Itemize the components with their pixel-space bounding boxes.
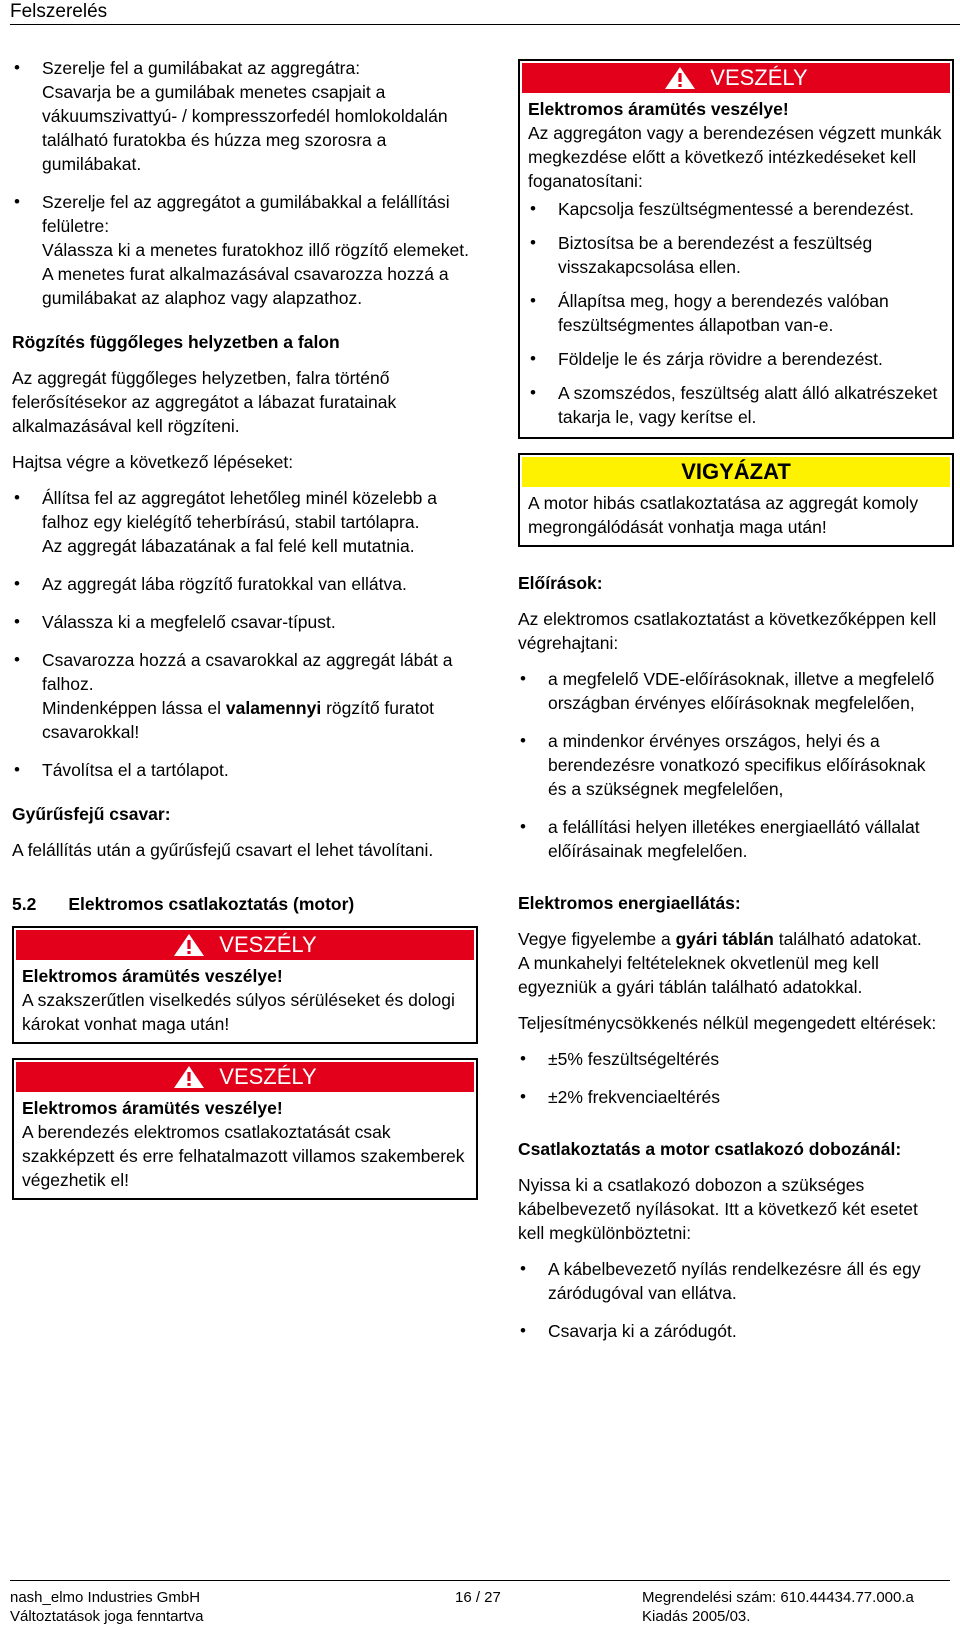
text-run: található adatokat. (773, 929, 922, 949)
terminal-box-list (518, 1257, 948, 1343)
power-supply-heading: Elektromos energiaellátás: (518, 893, 741, 913)
footer-page-number: 16 / 27 (455, 1589, 501, 1606)
section-number: 5.2 (12, 894, 37, 914)
regulations-list (518, 667, 948, 863)
danger-label: VESZÉLY (219, 932, 317, 957)
emphasis-text: valamennyi (225, 698, 322, 718)
list-item (12, 190, 478, 310)
footer-edition: Kiadás 2005/03. (642, 1608, 751, 1625)
text-run: Vegye figyelembe a (518, 929, 676, 949)
list-item: • Földelje le és zárja rövidre a berendezést. (528, 347, 946, 371)
danger-text: A berendezés elektromos csatlakoztatását csak szakképzett és erre felhatalmazott villamos szakemberek végezhetik el! (22, 1122, 465, 1190)
list-item (12, 486, 478, 558)
terminal-box-paragraph: Nyissa ki a csatlakozó dobozon a szükséges kábelbevezető nyílásokat. Itt a következő két esetet kell megkülönböztetni: (518, 1175, 918, 1243)
wall-mount-heading: Rögzítés függőleges helyzetben a falon (12, 332, 340, 352)
list-item-text: Az aggregát lábazatának a fal felé kell mutatnia. (42, 536, 415, 556)
danger-title: Elektromos áramütés veszélye! (528, 99, 789, 119)
footer-order-number: Megrendelési szám: 610.44434.77.000.a (642, 1589, 914, 1606)
wall-mount-paragraph: Az aggregát függőleges helyzetben, falra történő felerősítésekor az aggregátot a lábazat furatainak alkalmazásával kell rögzíteni. (12, 368, 397, 436)
ring-bolt-heading: Gyűrűsfejű csavar: (12, 804, 171, 824)
emphasis-text: gyári táblán (675, 929, 774, 949)
danger-label: VESZÉLY (710, 65, 808, 90)
danger-body (522, 93, 950, 435)
list-item-text: • Válassza ki a megfelelő csavar-típust. (42, 612, 336, 632)
list-item: • A szomszédos, feszültség alatt álló alkatrészeket takarja le, vagy kerítse el. (528, 381, 946, 429)
list-item-text: • Távolítsa el a tartólapot. (42, 760, 229, 780)
header-rule (10, 24, 960, 25)
list-item: • a felállítási helyen illetékes energiaellátó vállalat előírásainak megfelelően. (518, 815, 948, 863)
list-item-text (42, 696, 478, 744)
list-item-text: • Szerelje fel a gumilábakat az aggregátra: (42, 58, 361, 78)
list-item: • Kapcsolja feszültségmentessé a berendezést. (528, 197, 946, 221)
list-item: • ±2% frekvenciaeltérés (518, 1085, 948, 1109)
power-supply-p2: A munkahelyi feltételeknek okvetlenül meg kell egyezniük a gyári táblán található adatokkal. (518, 953, 879, 997)
warning-triangle-icon (173, 933, 205, 957)
danger-box-2 (12, 1058, 478, 1200)
footer-rule (10, 1580, 950, 1581)
list-item (12, 758, 478, 782)
caution-box (518, 453, 954, 547)
danger-header (16, 1062, 474, 1092)
list-item: • a mindenkor érvényes országos, helyi és a berendezésre vonatkozó specifikus előírásoknak és a szükségnek megfelelően, (518, 729, 948, 801)
warning-triangle-icon (664, 66, 696, 90)
terminal-box-heading: Csatlakoztatás a motor csatlakozó dobozánál: (518, 1139, 902, 1159)
safety-measures-list (528, 197, 946, 429)
danger-body (16, 1092, 474, 1196)
page-header-title: Felszerelés (10, 1, 108, 22)
list-item-text: A menetes furat alkalmazásával csavarozza hozzá a gumilábakat az alaphoz vagy alapzathoz. (42, 264, 449, 308)
list-item-text: • Csavarozza hozzá a csavarokkal az aggregát lábát a falhoz. (42, 650, 453, 694)
caution-body (522, 487, 950, 543)
footer-rights: Változtatások joga fenntartva (10, 1608, 204, 1625)
danger-title: Elektromos áramütés veszélye! (22, 966, 283, 986)
power-supply-p3: Teljesítménycsökkenés nélkül megengedett eltérések: (518, 1013, 937, 1033)
regulations-heading: Előírások: (518, 573, 603, 593)
steps-list (12, 486, 478, 782)
list-item-text: Csavarja be a gumilábak menetes csapjait a vákuumszivattyú- / kompresszorfedél homlokoldalán található furatokba és húzza meg szorosra a gumilábakat. (42, 82, 448, 174)
section-heading (12, 892, 478, 916)
list-item-text: • Szerelje fel az aggregátot a gumilábakkal a felállítási felületre: (42, 192, 450, 236)
text-run: Mindenképpen lássa el (42, 698, 226, 718)
mounting-list (12, 56, 478, 310)
list-item: • a megfelelő VDE-előírásoknak, illetve a megfelelő országban érvényes előírásoknak megfelelően, (518, 667, 948, 715)
list-item (12, 56, 478, 176)
danger-header (522, 63, 950, 93)
list-item-text: Válassza ki a menetes furatokhoz illő rögzítő elemeket. (42, 240, 470, 260)
caution-header: VIGYÁZAT (522, 457, 950, 487)
right-column (518, 59, 948, 1357)
list-item: • Állapítsa meg, hogy a berendezés valóban feszültségmentes állapotban van-e. (528, 289, 946, 337)
danger-box-right (518, 59, 954, 439)
section-title: Elektromos csatlakoztatás (motor) (68, 894, 355, 914)
list-item-text: • Állítsa fel az aggregátot lehetőleg minél közelebb a falhoz egy kielégítő teherbírású, stabil tartólapra. (42, 488, 437, 532)
danger-title: Elektromos áramütés veszélye! (22, 1098, 283, 1118)
steps-intro: Hajtsa végre a következő lépéseket: (12, 452, 294, 472)
regulations-intro: Az elektromos csatlakoztatást a következőképpen kell végrehajtani: (518, 609, 937, 653)
danger-box-1 (12, 926, 478, 1044)
danger-label: VESZÉLY (219, 1064, 317, 1089)
ring-bolt-paragraph: A felállítás után a gyűrűsfejű csavart el lehet távolítani. (12, 840, 434, 860)
footer-company: nash_elmo Industries GmbH (10, 1589, 201, 1606)
danger-header (16, 930, 474, 960)
danger-text: A szakszerűtlen viselkedés súlyos sérüléseket és dologi károkat vonhat maga után! (22, 990, 455, 1034)
list-item: • A kábelbevezető nyílás rendelkezésre áll és egy záródugóval van ellátva. (518, 1257, 948, 1305)
list-item (12, 610, 478, 634)
warning-triangle-icon (173, 1065, 205, 1089)
list-item: • Biztosítsa be a berendezést a feszültség visszakapcsolása ellen. (528, 231, 946, 279)
list-item (12, 648, 478, 744)
list-item-text: • Az aggregát lába rögzítő furatokkal van ellátva. (42, 574, 407, 594)
list-item: • ±5% feszültségeltérés (518, 1047, 948, 1071)
danger-text: Az aggregáton vagy a berendezésen végzett munkák megkezdése előtt a következő intézkedéseket kell foganatosítani: (528, 123, 942, 191)
caution-text: A motor hibás csatlakoztatása az aggregát komoly megrongálódását vonhatja maga után! (528, 493, 919, 537)
text-run: rögzítő furatot csavarokkal! (42, 698, 435, 742)
list-item (12, 572, 478, 596)
danger-body (16, 960, 474, 1040)
list-item: • Csavarja ki a záródugót. (518, 1319, 948, 1343)
power-supply-p1 (518, 927, 948, 951)
left-column (12, 56, 478, 1200)
tolerance-list (518, 1047, 948, 1109)
